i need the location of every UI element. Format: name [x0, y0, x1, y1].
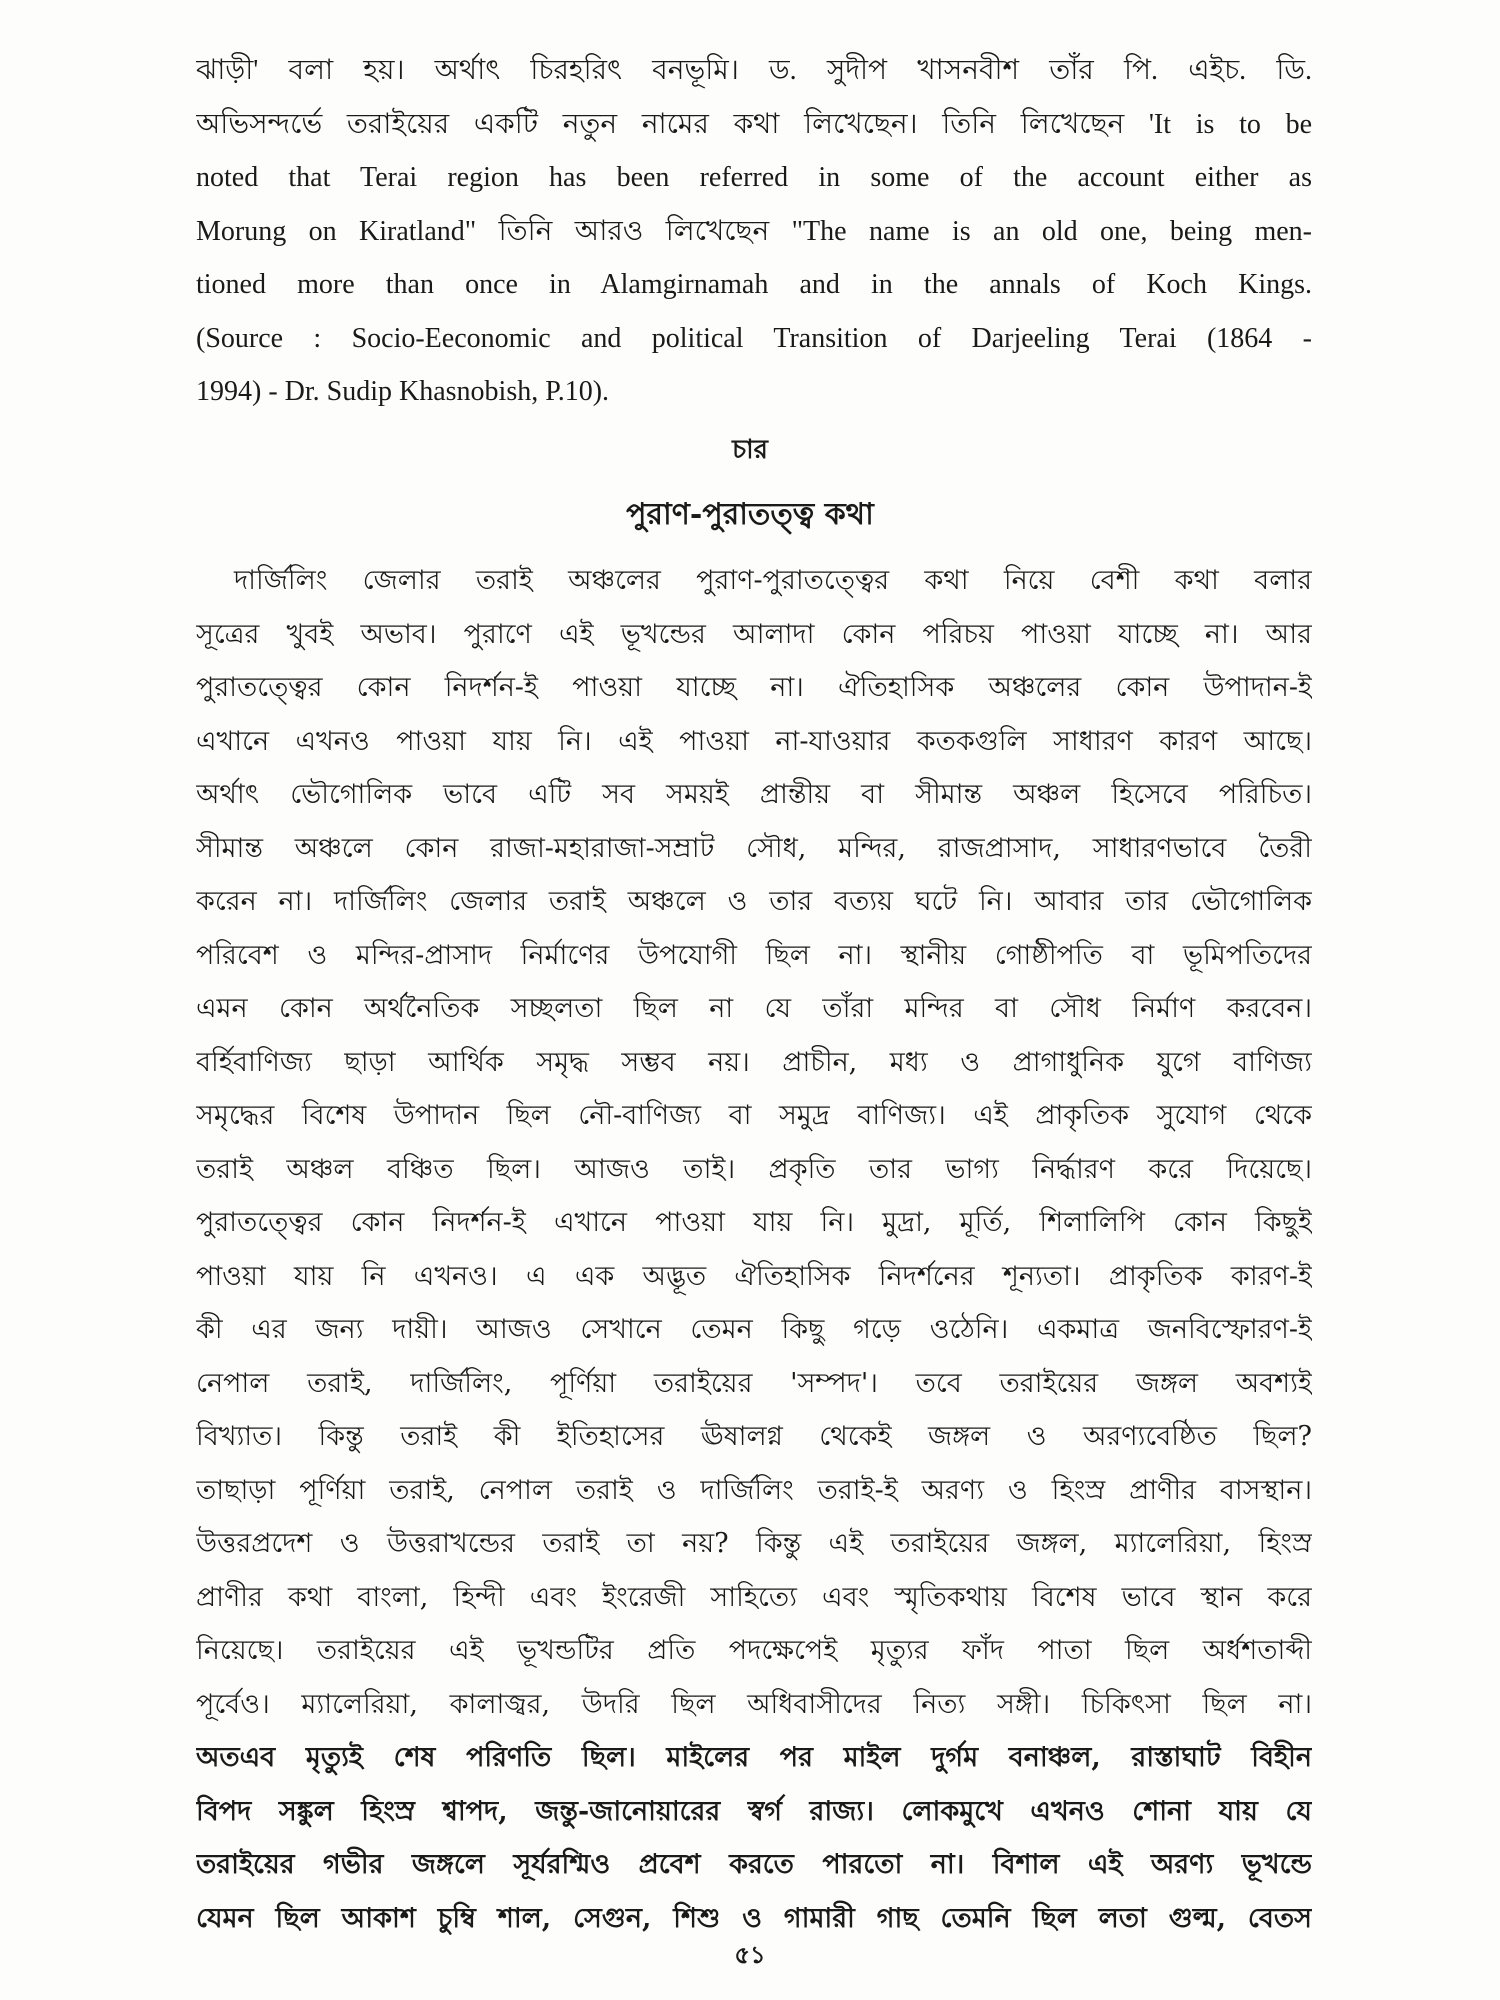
body-line: এখানে এখনও পাওয়া যায় নি। এই পাওয়া না-যাওয়ার কতকগুলি সাধারণ কারণ আছে। [196, 725, 1312, 757]
intro-line: Morung on Kiratland" তিনি আরও লিখেছেন "The name is an old one, being men- [196, 215, 1312, 247]
body-line: সীমান্ত অঞ্চলে কোন রাজা-মহারাজা-সম্রাট সৌধ, মন্দির, রাজপ্রাসাদ, সাধারণভাবে তৈরী [196, 832, 1312, 864]
intro-paragraph [196, 44, 1312, 419]
chapter-title: পুরাণ-পুরাতত্ত্ব কথা [626, 497, 874, 532]
body-line: নিয়েছে। তরাইয়ের এই ভূখন্ডটির প্রতি পদক্ষেপেই মৃত্যুর ফাঁদ পাতা ছিল অর্ধশতাব্দী [196, 1635, 1312, 1666]
intro-line: (Source : Socio-Eeconomic and political Transition of Darjeeling Terai (1864 - [196, 322, 1312, 354]
body-line: পাওয়া যায় নি এখনও। এ এক অদ্ভূত ঐতিহাসিক নিদর্শনের শূন্যতা। প্রাকৃতিক কারণ-ই [196, 1260, 1312, 1292]
body-line: সমৃদ্ধের বিশেষ উপাদান ছিল নৌ-বাণিজ্য বা সমুদ্র বাণিজ্য। এই প্রাকৃতিক সুযোগ থেকে [196, 1100, 1312, 1131]
body-line: পরিবেশ ও মন্দির-প্রাসাদ নির্মাণের উপযোগী ছিল না। স্থানীয় গোষ্ঠীপতি বা ভূমিপতিদের [196, 939, 1312, 971]
bold-text-section [196, 1731, 1312, 1945]
page-number: ৫১ [734, 1940, 766, 1969]
body-line: করেন না। দার্জিলিং জেলার তরাই অঞ্চলে ও তার বত্যয় ঘটে নি। আবার তার ভৌগোলিক [196, 886, 1312, 917]
body-line: অর্থাৎ ভৌগোলিক ভাবে এটি সব সময়ই প্রান্তীয় বা সীমান্ত অঞ্চল হিসেবে পরিচিত। [196, 779, 1312, 810]
body-line: বর্হিবাণিজ্য ছাড়া আর্থিক সমৃদ্ধ সম্ভব নয়। প্রাচীন, মধ্য ও প্রাগাধুনিক যুগে বাণিজ্য [196, 1046, 1312, 1078]
bold-body-line: বিপদ সঙ্কুল হিংস্র শ্বাপদ, জন্তু-জানোয়ারের স্বর্গ রাজ্য। লোকমুখে এখনও শোনা যায় যে [196, 1795, 1312, 1827]
body-line: পুরাতত্ত্বের কোন নিদর্শন-ই পাওয়া যাচ্ছে না। ঐতিহাসিক অঞ্চলের কোন উপাদান-ই [196, 672, 1312, 703]
intro-line: 1994) - Dr. Sudip Khasnobish, P.10). [196, 376, 610, 407]
body-line: বিখ্যাত। কিন্তু তরাই কী ইতিহাসের ঊষালগ্ন থেকেই জঙ্গল ও অরণ্যবেষ্ঠিত ছিল? [196, 1421, 1312, 1452]
bold-body-line: যেমন ছিল আকাশ চুম্বি শাল, সেগুন, শিশু ও গামারী গাছ তেমনি ছিল লতা গুল্ম, বেতস [196, 1902, 1312, 1934]
body-line: তরাই অঞ্চল বঞ্চিত ছিল। আজও তাই। প্রকৃতি তার ভাগ্য নির্দ্ধারণ করে দিয়েছে। [196, 1153, 1312, 1185]
body-line: নেপাল তরাই, দার্জিলিং, পূর্ণিয়া তরাইয়ের 'সম্পদ'। তবে তরাইয়ের জঙ্গল অবশ্যই [196, 1367, 1312, 1399]
intro-line: ঝাড়ী' বলা হয়। অর্থাৎ চিরহরিৎ বনভূমি। ড. সুদীপ খাসনবীশ তাঁর পি. এইচ. ডি. [196, 55, 1312, 86]
body-line: এমন কোন অর্থনৈতিক সচ্ছলতা ছিল না যে তাঁরা মন্দির বা সৌধ নির্মাণ করবেন। [196, 993, 1312, 1024]
bold-body-line: তরাইয়ের গভীর জঙ্গলে সূর্যরশ্মিও প্রবেশ করতে পারতো না। বিশাল এই অরণ্য ভূখন্ডে [196, 1849, 1312, 1880]
body-paragraph [196, 554, 1312, 1945]
intro-line: অভিসন্দর্ভে তরাইয়ের একটি নতুন নামের কথা লিখেছেন। তিনি লিখেছেন 'It is to be [196, 108, 1312, 140]
body-line: উত্তরপ্রদেশ ও উত্তরাখন্ডের তরাই তা নয়? কিন্তু এই তরাইয়ের জঙ্গল, ম্যালেরিয়া, হিংস্র [196, 1528, 1312, 1559]
chapter-number: চার [732, 435, 768, 465]
body-line: তাছাড়া পূর্ণিয়া তরাই, নেপাল তরাই ও দার্জিলিং তরাই-ই অরণ্য ও হিংস্র প্রাণীর বাসস্থান। [196, 1474, 1312, 1506]
body-line: সূত্রের খুবই অভাব। পুরাণে এই ভূখন্ডের আলাদা কোন পরিচয় পাওয়া যাচ্ছে না। আর [196, 618, 1312, 650]
bold-body-line: অতএব মৃত্যুই শেষ পরিণতি ছিল। মাইলের পর মাইল দুর্গম বনাঞ্চল, রাস্তাঘাট বিহীন [196, 1742, 1312, 1773]
body-line: দার্জিলিং জেলার তরাই অঞ্চলের পুরাণ-পুরাতত্ত্বের কথা নিয়ে বেশী কথা বলার [234, 565, 1312, 596]
intro-line: tioned more than once in Alamgirnamah and in the annals of Koch Kings. [196, 269, 1312, 300]
body-line: কী এর জন্য দায়ী। আজও সেখানে তেমন কিছু গড়ে ওঠেনি। একমাত্র জনবিস্ফোরণ-ই [196, 1314, 1312, 1345]
intro-line: noted that Terai region has been referred in some of the account either as [196, 162, 1312, 193]
body-line: প্রাণীর কথা বাংলা, হিন্দী এবং ইংরেজী সাহিত্যে এবং স্মৃতিকথায় বিশেষ ভাবে স্থান করে [196, 1581, 1312, 1613]
body-line: পুরাতত্ত্বের কোন নিদর্শন-ই এখানে পাওয়া যায় নি। মুদ্রা, মূর্তি, শিলালিপি কোন কিছুই [196, 1207, 1312, 1238]
body-line: পূর্বেও। ম্যালেরিয়া, কালাজ্বর, উদরি ছিল অধিবাসীদের নিত্য সঙ্গী। চিকিৎসা ছিল না। [196, 1688, 1312, 1720]
